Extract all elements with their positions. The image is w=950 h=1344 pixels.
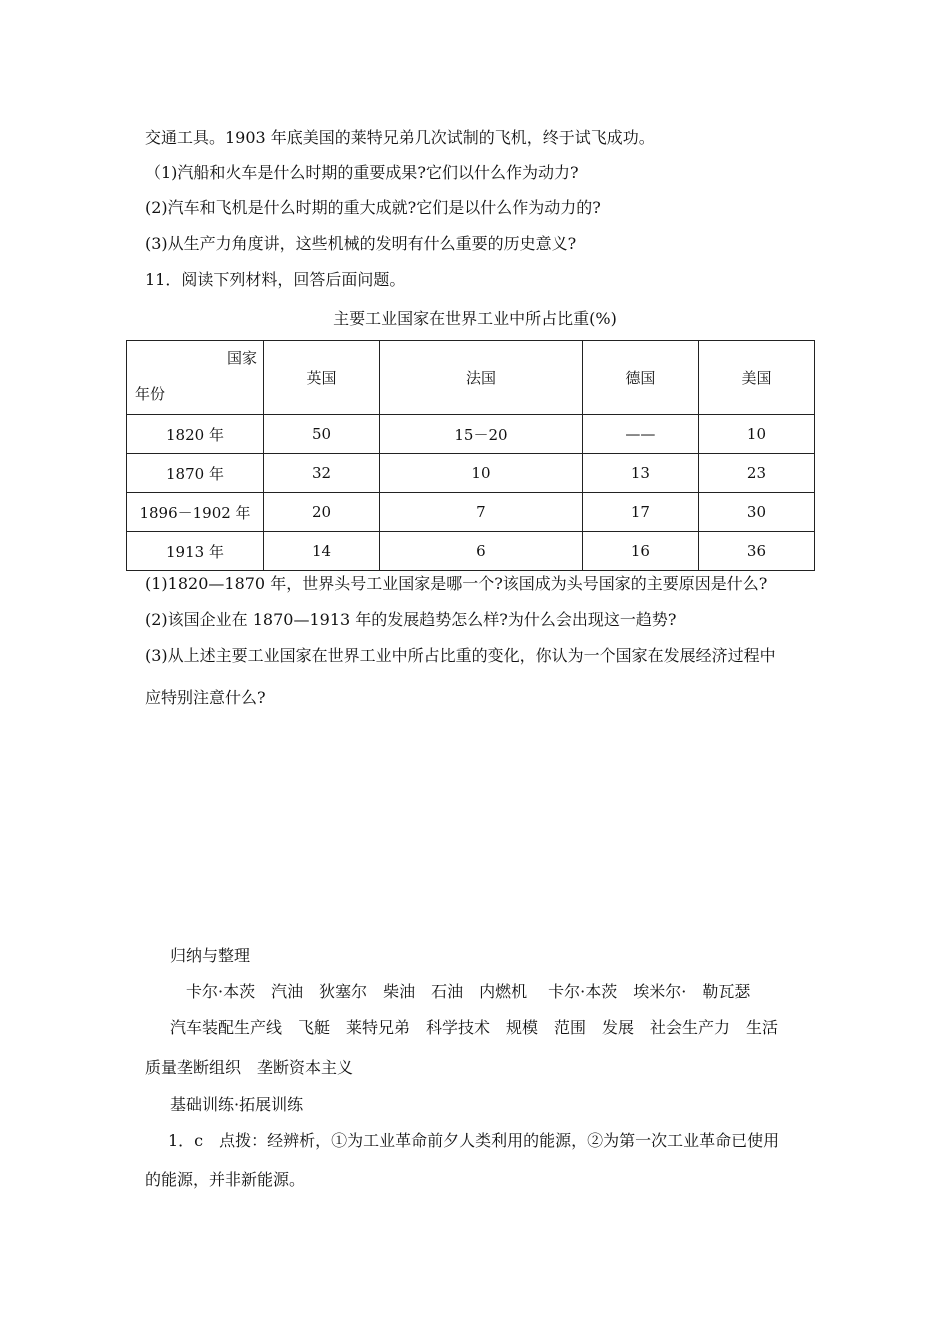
table-row bbox=[127, 454, 815, 493]
column-header: 美国 bbox=[698, 341, 814, 415]
value-cell: 30 bbox=[698, 493, 814, 532]
table-row bbox=[127, 532, 815, 571]
answer-line: 质量垄断组织 垄断资本主义 bbox=[145, 1058, 354, 1077]
industry-share-table bbox=[126, 340, 815, 571]
section-title: 归纳与整理 bbox=[170, 946, 251, 965]
table-caption: 主要工业国家在世界工业中所占比重(%) bbox=[333, 309, 617, 328]
value-cell: 14 bbox=[264, 532, 380, 571]
value-cell: 50 bbox=[264, 415, 380, 454]
value-cell: 16 bbox=[582, 532, 698, 571]
answer-line: 汽车装配生产线 飞艇 莱特兄弟 科学技术 规模 范围 发展 社会生产力 生活 bbox=[170, 1018, 779, 1037]
text-line: 交通工具。1903 年底美国的莱特兄弟几次试制的飞机，终于试飞成功。 bbox=[145, 128, 655, 147]
value-cell: 23 bbox=[698, 454, 814, 493]
column-header: 德国 bbox=[582, 341, 698, 415]
year-cell: 1896－1902 年 bbox=[127, 493, 264, 532]
section-title: 基础训练·拓展训练 bbox=[170, 1095, 304, 1114]
value-cell: 10 bbox=[698, 415, 814, 454]
value-cell: 15－20 bbox=[380, 415, 583, 454]
column-header: 法国 bbox=[380, 341, 583, 415]
question-line: (3)从上述主要工业国家在世界工业中所占比重的变化，你认为一个国家在发展经济过程中 bbox=[145, 646, 776, 665]
corner-country-label: 国家 bbox=[226, 349, 257, 367]
value-cell: 7 bbox=[380, 493, 583, 532]
year-cell: 1820 年 bbox=[127, 415, 264, 454]
table-row bbox=[127, 415, 815, 454]
question-line: (2)该国企业在 1870—1913 年的发展趋势怎么样?为什么会出现这一趋势? bbox=[145, 610, 677, 629]
value-cell: —— bbox=[582, 415, 698, 454]
corner-cell bbox=[127, 341, 264, 415]
answer-line: 的能源，并非新能源。 bbox=[145, 1170, 306, 1189]
question-line: 应特别注意什么? bbox=[145, 688, 266, 707]
column-header: 英国 bbox=[264, 341, 380, 415]
answer-line: 卡尔·本茨 汽油 狄塞尔 柴油 石油 内燃机 卡尔·本茨 埃米尔· 勒瓦瑟 bbox=[186, 982, 751, 1001]
year-cell: 1870 年 bbox=[127, 454, 264, 493]
value-cell: 17 bbox=[582, 493, 698, 532]
value-cell: 20 bbox=[264, 493, 380, 532]
text-line: (3)从生产力角度讲，这些机械的发明有什么重要的历史意义? bbox=[145, 234, 577, 253]
answer-line: 1．c 点拨：经辨析，①为工业革命前夕人类利用的能源，②为第一次工业革命已使用 bbox=[168, 1131, 780, 1150]
value-cell: 6 bbox=[380, 532, 583, 571]
value-cell: 36 bbox=[698, 532, 814, 571]
value-cell: 10 bbox=[380, 454, 583, 493]
value-cell: 13 bbox=[582, 454, 698, 493]
text-line: 11．阅读下列材料，回答后面问题。 bbox=[145, 270, 406, 289]
text-line: （1)汽船和火车是什么时期的重要成果?它们以什么作为动力? bbox=[145, 163, 579, 182]
corner-year-label: 年份 bbox=[135, 385, 166, 403]
text-line: (2)汽车和飞机是什么时期的重大成就?它们是以什么作为动力的? bbox=[145, 198, 601, 217]
value-cell: 32 bbox=[264, 454, 380, 493]
table-row bbox=[127, 493, 815, 532]
year-cell: 1913 年 bbox=[127, 532, 264, 571]
question-line: (1)1820—1870 年，世界头号工业国家是哪一个?该国成为头号国家的主要原因是什么? bbox=[145, 574, 768, 593]
